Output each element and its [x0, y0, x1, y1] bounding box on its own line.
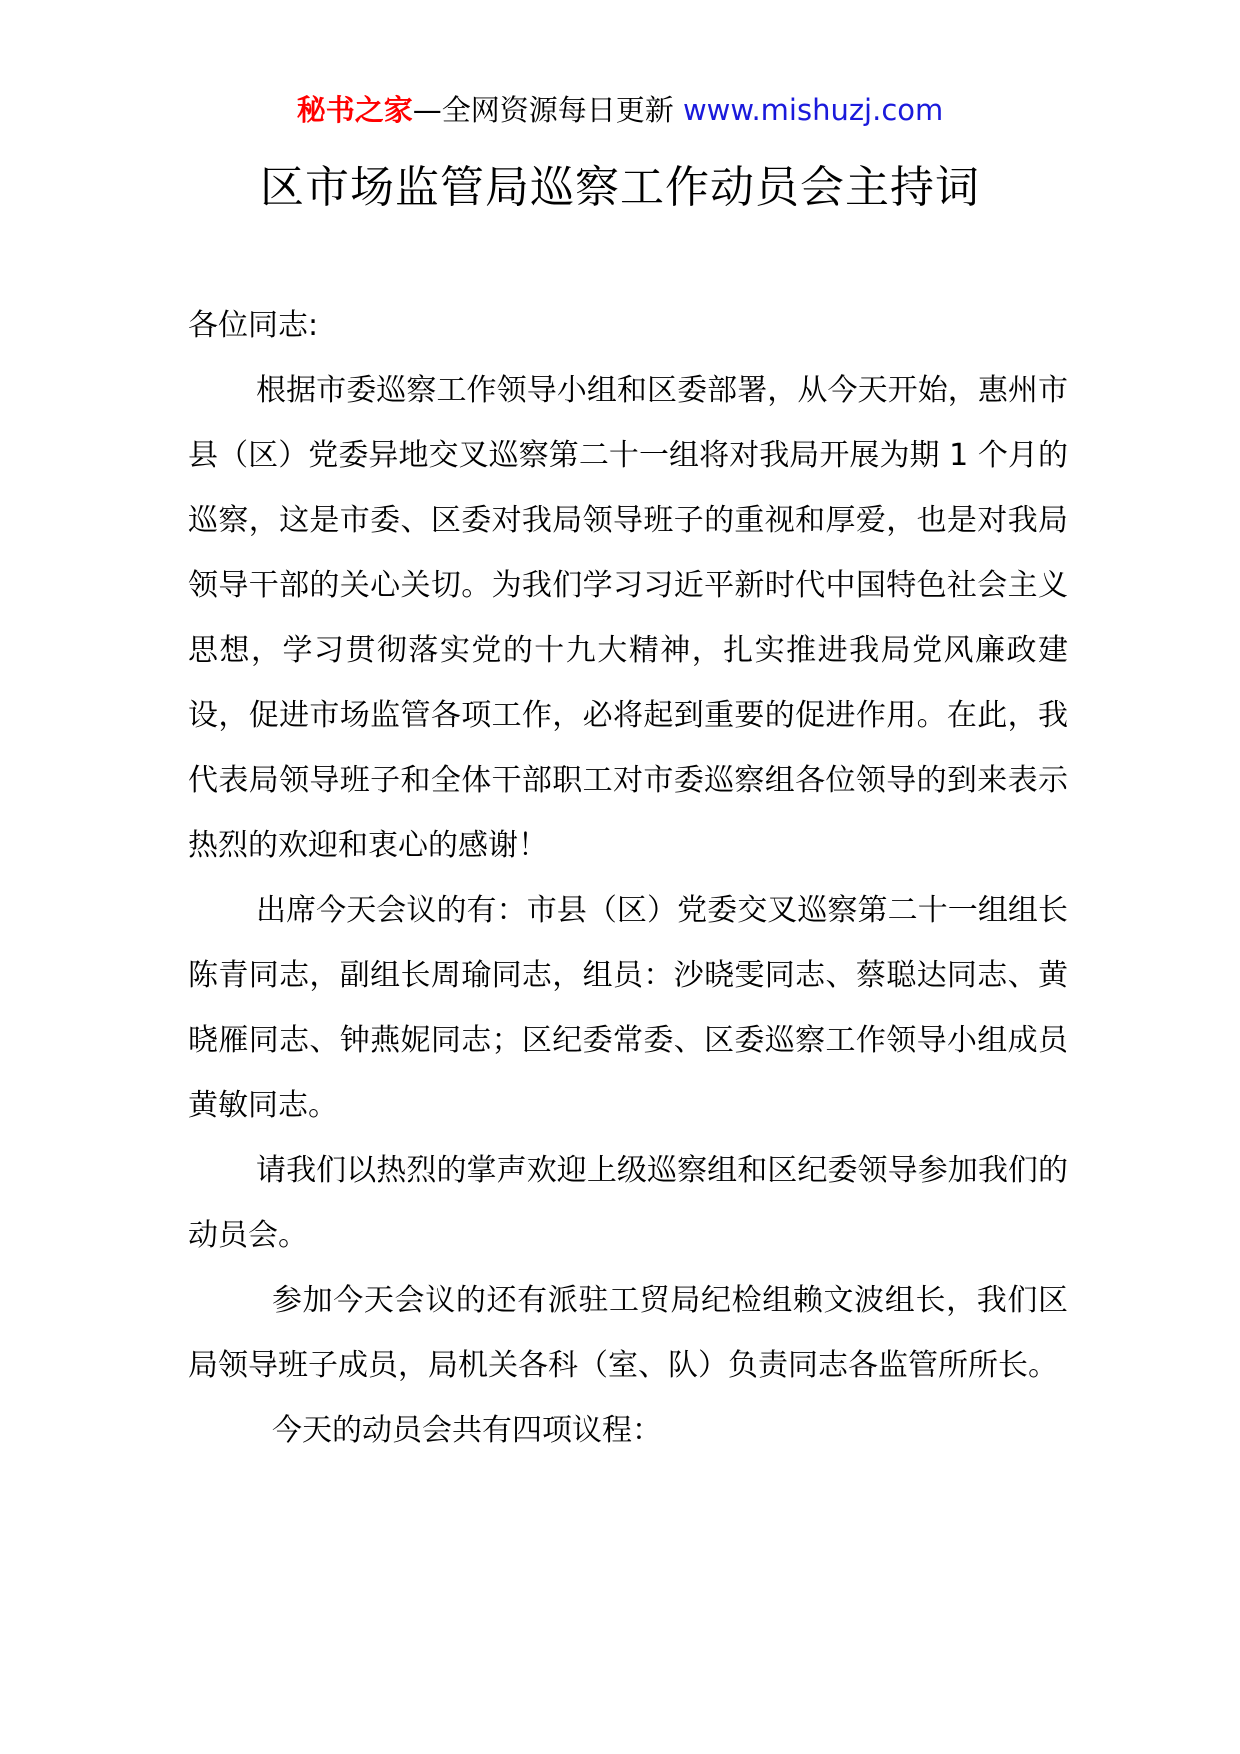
document-title: 区市场监管局巡察工作动员会主持词 — [260, 162, 980, 213]
site-banner — [0, 90, 1240, 130]
site-slogan: —全网资源每日更新 — [412, 93, 683, 127]
paragraph-attendees: 出席今天会议的有：市县（区）党委交叉巡察第二十一组组长陈青同志，副组长周瑜同志，组员：沙晓雯同志、蔡聪达同志、黄晓雁同志、钟燕妮同志；区纪委常委、区委巡察工作领导小组成员黄敏同志。 — [188, 893, 1068, 1123]
paragraph-intro: 根据市委巡察工作领导小组和区委部署，从今天开始，惠州市县（区）党委异地交叉巡察第二十一组将对我局开展为期 1 个月的巡察，这是市委、区委对我局领导班子的重视和厚爱，也是对我局领导干部的关心关切。为我们学习习近平新时代中国特色社会主义思想，学习贯彻落实党的十九大精神，扎实推进我局党风廉政建设，促进市场监管各项工作，必将起到重要的促进作用。在此，我代表局领导班子和全体干部职工对市委巡察组各位领导的到来表示热烈的欢迎和衷心的感谢！ — [188, 373, 1068, 863]
document-body — [188, 293, 1068, 1463]
paragraph-participants: 参加今天会议的还有派驻工贸局纪检组赖文波组长，我们区局领导班子成员，局机关各科（室、队）负责同志各监管所所长。 — [188, 1283, 1068, 1383]
greeting-line: 各位同志: — [188, 308, 319, 343]
paragraph-agenda: 今天的动员会共有四项议程： — [272, 1413, 662, 1448]
site-brand: 秘书之家 — [296, 93, 413, 127]
paragraph-welcome: 请我们以热烈的掌声欢迎上级巡察组和区纪委领导参加我们的动员会。 — [188, 1153, 1068, 1253]
site-url-link[interactable]: www.mishuzj.com — [682, 93, 944, 127]
